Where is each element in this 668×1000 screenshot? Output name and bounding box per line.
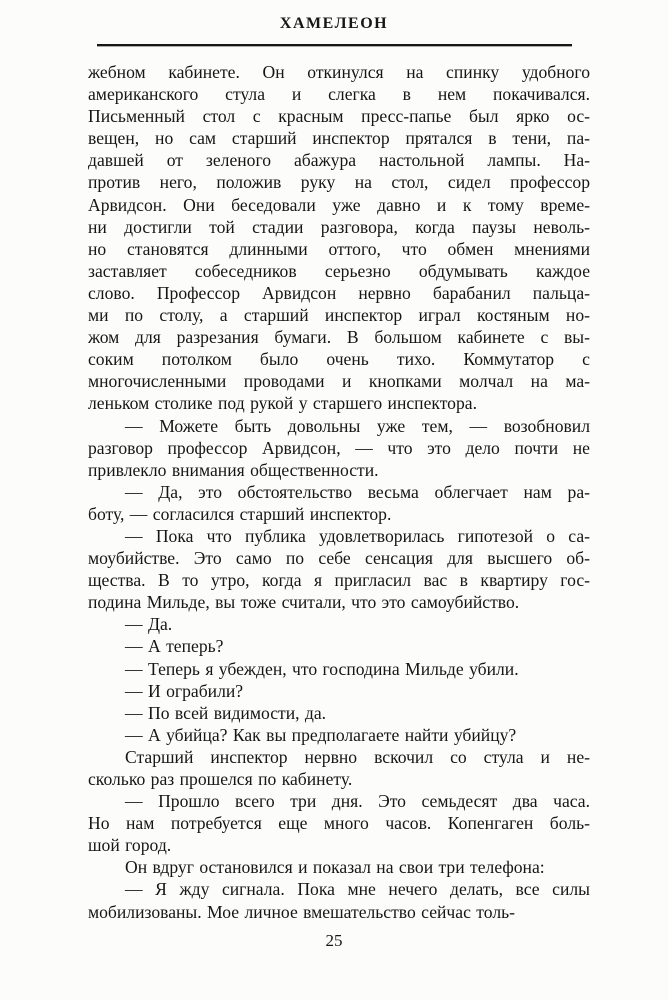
paragraph	[88, 746, 590, 790]
text-line: но становятся длинными оттого, что обмен мнениями	[88, 238, 590, 259]
text-line: — Теперь я убежден, что господина Мильде убили.	[125, 658, 519, 679]
text-line: моубийстве. Это само по себе сенсация для высшего об-	[88, 548, 590, 569]
paragraph	[88, 525, 590, 613]
text-line: Письменный стол с красным пресс-папье был ярко ос-	[88, 106, 590, 127]
text-line: подина Мильде, вы тоже считали, что это самоубийство.	[88, 592, 520, 613]
paragraph	[88, 856, 590, 878]
paragraph	[88, 658, 590, 680]
text-line: Арвидсон. Они беседовали уже давно и к тому време-	[88, 194, 590, 215]
text-line: против него, положив руку на стол, сидел профессор	[88, 172, 590, 193]
text-line: соким потолком было очень тихо. Коммутатор с	[88, 349, 590, 370]
page-number: 25	[325, 931, 343, 950]
text-line: Старший инспектор нервно вскочил со стула и не-	[125, 746, 590, 767]
text-line: шой город.	[88, 835, 172, 856]
body-text	[88, 61, 590, 923]
text-line: щества. В то утро, когда я пригласил вас в квартиру гос-	[88, 570, 590, 591]
text-line: ни достигли той стадии разговора, когда паузы неволь-	[88, 216, 590, 237]
paragraph	[88, 790, 590, 856]
running-title: ХАМЕЛЕОН	[279, 15, 389, 32]
text-line: — А убийца? Как вы предполагаете найти убийцу?	[125, 724, 517, 745]
text-line: — Можете быть довольны уже тем, — возобновил	[125, 415, 590, 436]
text-line: боту, — согласился старший инспектор.	[88, 503, 392, 524]
text-line: — Да, это обстоятельство весьма облегчает нам ра-	[125, 481, 590, 502]
paragraph	[88, 415, 590, 481]
text-line: — А теперь?	[125, 636, 224, 657]
paragraph	[88, 680, 590, 702]
text-line: — И ограбили?	[125, 680, 244, 701]
text-line: привлекло внимания общественности.	[88, 459, 379, 480]
paragraph	[88, 635, 590, 657]
text-line: слово. Профессор Арвидсон нервно барабанил пальца-	[88, 282, 590, 303]
text-line: американского стула и слегка в нем покачивался.	[88, 84, 590, 105]
text-line: заставляет собеседников серьезно обдумывать каждое	[88, 260, 590, 281]
text-line: — Пока что публика удовлетворилась гипотезой о са-	[125, 525, 590, 546]
paragraph	[88, 61, 590, 415]
text-line: давшей от зеленого абажура настольной лампы. На-	[88, 150, 590, 171]
paragraph	[88, 481, 590, 525]
text-line: Он вдруг остановился и показал на свои три телефона:	[125, 857, 545, 878]
text-line: Но нам потребуется еще много часов. Копенгаген боль-	[88, 813, 590, 834]
header-rule	[97, 44, 572, 46]
text-line: жебном кабинете. Он откинулся на спинку удобного	[88, 62, 590, 82]
text-line: — По всей видимости, да.	[125, 702, 327, 723]
text-line: многочисленными проводами и кнопками молчал на ма-	[88, 371, 590, 392]
text-line: мобилизованы. Мое личное вмешательство сейчас толь-	[88, 901, 515, 922]
text-line: вещен, но сам старший инспектор прятался в тени, па-	[88, 128, 590, 149]
text-line: леньком столике под рукой у старшего инспектора.	[88, 393, 477, 414]
text-line: — Прошло всего три дня. Это семьдесят два часа.	[125, 791, 590, 812]
text-line: сколько раз прошелся по кабинету.	[88, 769, 353, 789]
paragraph	[88, 613, 590, 635]
paragraph	[88, 724, 590, 746]
paragraph	[88, 878, 590, 922]
text-line: — Да.	[125, 614, 173, 635]
text-line: ми по столу, а старший инспектор играл костяным но-	[88, 305, 590, 326]
text-line: — Я жду сигнала. Пока мне нечего делать, все силы	[125, 879, 590, 900]
paragraph	[88, 702, 590, 724]
text-line: жом для разрезания бумаги. В большом кабинете с вы-	[88, 327, 590, 348]
text-line: разговор профессор Арвидсон, — что это дело почти не	[88, 437, 590, 458]
